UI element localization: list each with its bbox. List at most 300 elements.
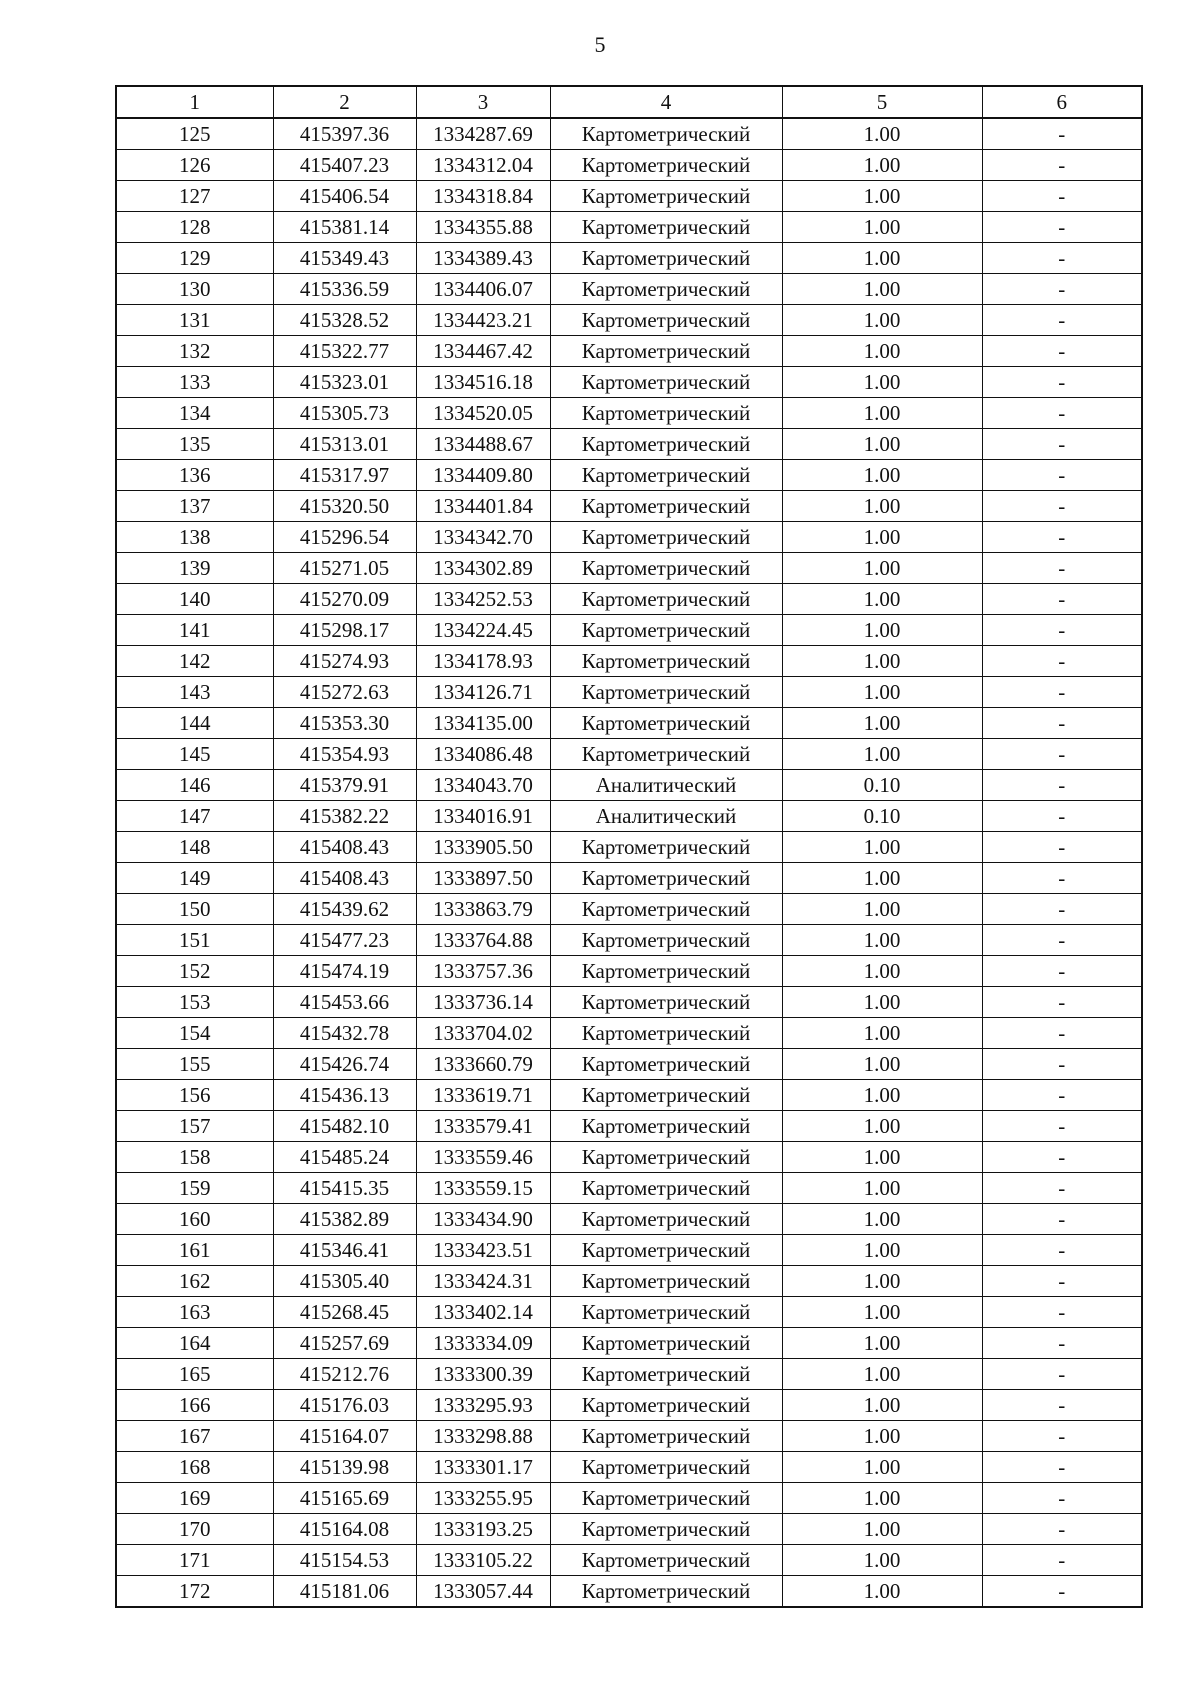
point-number-cell: 147 [116,801,273,832]
accuracy-cell: 1.00 [782,956,982,987]
header-cell: 4 [550,86,782,118]
method-cell: Картометрический [550,584,782,615]
x-coordinate-cell: 415408.43 [273,863,416,894]
accuracy-cell: 1.00 [782,118,982,150]
accuracy-cell: 1.00 [782,522,982,553]
point-number-cell: 170 [116,1514,273,1545]
table-row [116,1359,1142,1390]
page-number: 5 [594,32,606,57]
table-row [116,894,1142,925]
x-coordinate-cell: 415272.63 [273,677,416,708]
method-cell: Картометрический [550,739,782,770]
note-cell: - [982,1080,1142,1111]
note-cell: - [982,708,1142,739]
x-coordinate-cell: 415164.07 [273,1421,416,1452]
table-row [116,615,1142,646]
table-header [116,86,1142,118]
y-coordinate-cell: 1333057.44 [416,1576,550,1608]
note-cell: - [982,1576,1142,1608]
accuracy-cell: 1.00 [782,274,982,305]
note-cell: - [982,1018,1142,1049]
y-coordinate-cell: 1334312.04 [416,150,550,181]
accuracy-cell: 1.00 [782,1204,982,1235]
note-cell: - [982,925,1142,956]
y-coordinate-cell: 1333255.95 [416,1483,550,1514]
note-cell: - [982,367,1142,398]
x-coordinate-cell: 415407.23 [273,150,416,181]
header-cell: 3 [416,86,550,118]
y-coordinate-cell: 1333764.88 [416,925,550,956]
accuracy-cell: 1.00 [782,367,982,398]
accuracy-cell: 1.00 [782,1328,982,1359]
x-coordinate-cell: 415317.97 [273,460,416,491]
table-row [116,1111,1142,1142]
method-cell: Картометрический [550,1204,782,1235]
point-number-cell: 156 [116,1080,273,1111]
accuracy-cell: 1.00 [782,925,982,956]
method-cell: Картометрический [550,1266,782,1297]
x-coordinate-cell: 415212.76 [273,1359,416,1390]
accuracy-cell: 1.00 [782,1421,982,1452]
note-cell: - [982,274,1142,305]
x-coordinate-cell: 415313.01 [273,429,416,460]
point-number-cell: 137 [116,491,273,522]
y-coordinate-cell: 1334355.88 [416,212,550,243]
method-cell: Картометрический [550,1142,782,1173]
x-coordinate-cell: 415382.89 [273,1204,416,1235]
note-cell: - [982,801,1142,832]
accuracy-cell: 1.00 [782,1142,982,1173]
table-row [116,801,1142,832]
y-coordinate-cell: 1334126.71 [416,677,550,708]
table-row [116,305,1142,336]
accuracy-cell: 0.10 [782,801,982,832]
x-coordinate-cell: 415439.62 [273,894,416,925]
table-row [116,677,1142,708]
note-cell: - [982,181,1142,212]
note-cell: - [982,1204,1142,1235]
x-coordinate-cell: 415382.22 [273,801,416,832]
table-body [116,118,1142,1607]
accuracy-cell: 1.00 [782,708,982,739]
y-coordinate-cell: 1334520.05 [416,398,550,429]
method-cell: Картометрический [550,243,782,274]
table-row [116,336,1142,367]
method-cell: Картометрический [550,491,782,522]
method-cell: Картометрический [550,212,782,243]
method-cell: Картометрический [550,274,782,305]
note-cell: - [982,1173,1142,1204]
y-coordinate-cell: 1334086.48 [416,739,550,770]
x-coordinate-cell: 415323.01 [273,367,416,398]
point-number-cell: 148 [116,832,273,863]
point-number-cell: 140 [116,584,273,615]
method-cell: Картометрический [550,1049,782,1080]
header-row [116,86,1142,118]
table-row [116,553,1142,584]
table-row [116,1204,1142,1235]
point-number-cell: 155 [116,1049,273,1080]
y-coordinate-cell: 1333579.41 [416,1111,550,1142]
y-coordinate-cell: 1333559.46 [416,1142,550,1173]
accuracy-cell: 1.00 [782,212,982,243]
method-cell: Картометрический [550,708,782,739]
table-row [116,1545,1142,1576]
accuracy-cell: 1.00 [782,1576,982,1608]
method-cell: Картометрический [550,305,782,336]
x-coordinate-cell: 415165.69 [273,1483,416,1514]
point-number-cell: 139 [116,553,273,584]
y-coordinate-cell: 1334224.45 [416,615,550,646]
x-coordinate-cell: 415432.78 [273,1018,416,1049]
point-number-cell: 169 [116,1483,273,1514]
table-row [116,1452,1142,1483]
point-number-cell: 145 [116,739,273,770]
table-row [116,832,1142,863]
method-cell: Картометрический [550,1452,782,1483]
point-number-cell: 125 [116,118,273,150]
note-cell: - [982,305,1142,336]
table-row [116,739,1142,770]
x-coordinate-cell: 415305.40 [273,1266,416,1297]
point-number-cell: 168 [116,1452,273,1483]
table-row [116,1576,1142,1608]
note-cell: - [982,677,1142,708]
x-coordinate-cell: 415346.41 [273,1235,416,1266]
method-cell: Картометрический [550,646,782,677]
x-coordinate-cell: 415322.77 [273,336,416,367]
method-cell: Картометрический [550,336,782,367]
note-cell: - [982,832,1142,863]
x-coordinate-cell: 415354.93 [273,739,416,770]
table-row [116,925,1142,956]
table-row [116,491,1142,522]
point-number-cell: 160 [116,1204,273,1235]
point-number-cell: 158 [116,1142,273,1173]
note-cell: - [982,1111,1142,1142]
x-coordinate-cell: 415320.50 [273,491,416,522]
point-number-cell: 166 [116,1390,273,1421]
x-coordinate-cell: 415408.43 [273,832,416,863]
method-cell: Картометрический [550,1483,782,1514]
method-cell: Картометрический [550,1173,782,1204]
note-cell: - [982,243,1142,274]
x-coordinate-cell: 415176.03 [273,1390,416,1421]
x-coordinate-cell: 415181.06 [273,1576,416,1608]
note-cell: - [982,1452,1142,1483]
y-coordinate-cell: 1333434.90 [416,1204,550,1235]
point-number-cell: 153 [116,987,273,1018]
table-row [116,646,1142,677]
accuracy-cell: 1.00 [782,398,982,429]
x-coordinate-cell: 415336.59 [273,274,416,305]
point-number-cell: 167 [116,1421,273,1452]
header-cell: 5 [782,86,982,118]
y-coordinate-cell: 1333905.50 [416,832,550,863]
note-cell: - [982,1545,1142,1576]
method-cell: Картометрический [550,429,782,460]
accuracy-cell: 1.00 [782,1235,982,1266]
note-cell: - [982,1266,1142,1297]
point-number-cell: 151 [116,925,273,956]
accuracy-cell: 1.00 [782,646,982,677]
point-number-cell: 132 [116,336,273,367]
accuracy-cell: 1.00 [782,987,982,1018]
note-cell: - [982,460,1142,491]
table-row [116,1266,1142,1297]
note-cell: - [982,1297,1142,1328]
y-coordinate-cell: 1334342.70 [416,522,550,553]
y-coordinate-cell: 1334423.21 [416,305,550,336]
accuracy-cell: 1.00 [782,584,982,615]
method-cell: Картометрический [550,677,782,708]
y-coordinate-cell: 1333660.79 [416,1049,550,1080]
x-coordinate-cell: 415379.91 [273,770,416,801]
table-row [116,1297,1142,1328]
accuracy-cell: 1.00 [782,1514,982,1545]
point-number-cell: 150 [116,894,273,925]
method-cell: Картометрический [550,522,782,553]
note-cell: - [982,1483,1142,1514]
note-cell: - [982,336,1142,367]
accuracy-cell: 1.00 [782,181,982,212]
y-coordinate-cell: 1333295.93 [416,1390,550,1421]
y-coordinate-cell: 1334516.18 [416,367,550,398]
table-row [116,584,1142,615]
accuracy-cell: 1.00 [782,1049,982,1080]
table-row [116,150,1142,181]
note-cell: - [982,1049,1142,1080]
y-coordinate-cell: 1334287.69 [416,118,550,150]
x-coordinate-cell: 415328.52 [273,305,416,336]
table-row [116,1421,1142,1452]
header-cell: 6 [982,86,1142,118]
method-cell: Картометрический [550,1390,782,1421]
table-row [116,1018,1142,1049]
point-number-cell: 127 [116,181,273,212]
y-coordinate-cell: 1334252.53 [416,584,550,615]
point-number-cell: 138 [116,522,273,553]
y-coordinate-cell: 1334178.93 [416,646,550,677]
x-coordinate-cell: 415298.17 [273,615,416,646]
table-row [116,708,1142,739]
method-cell: Аналитический [550,770,782,801]
x-coordinate-cell: 415257.69 [273,1328,416,1359]
y-coordinate-cell: 1334389.43 [416,243,550,274]
table-row [116,1142,1142,1173]
point-number-cell: 162 [116,1266,273,1297]
method-cell: Картометрический [550,1297,782,1328]
x-coordinate-cell: 415274.93 [273,646,416,677]
point-number-cell: 146 [116,770,273,801]
note-cell: - [982,584,1142,615]
point-number-cell: 135 [116,429,273,460]
y-coordinate-cell: 1333105.22 [416,1545,550,1576]
accuracy-cell: 1.00 [782,863,982,894]
method-cell: Картометрический [550,118,782,150]
y-coordinate-cell: 1333334.09 [416,1328,550,1359]
accuracy-cell: 1.00 [782,1080,982,1111]
point-number-cell: 154 [116,1018,273,1049]
header-cell: 1 [116,86,273,118]
y-coordinate-cell: 1333301.17 [416,1452,550,1483]
y-coordinate-cell: 1334135.00 [416,708,550,739]
method-cell: Картометрический [550,181,782,212]
note-cell: - [982,1390,1142,1421]
point-number-cell: 161 [116,1235,273,1266]
note-cell: - [982,615,1142,646]
note-cell: - [982,956,1142,987]
point-number-cell: 165 [116,1359,273,1390]
y-coordinate-cell: 1334043.70 [416,770,550,801]
table-row [116,1080,1142,1111]
method-cell: Картометрический [550,553,782,584]
y-coordinate-cell: 1334409.80 [416,460,550,491]
accuracy-cell: 0.10 [782,770,982,801]
table-row [116,367,1142,398]
y-coordinate-cell: 1334318.84 [416,181,550,212]
method-cell: Картометрический [550,1080,782,1111]
point-number-cell: 142 [116,646,273,677]
method-cell: Картометрический [550,460,782,491]
method-cell: Картометрический [550,615,782,646]
y-coordinate-cell: 1333300.39 [416,1359,550,1390]
note-cell: - [982,150,1142,181]
point-number-cell: 131 [116,305,273,336]
note-cell: - [982,739,1142,770]
table-row [116,1235,1142,1266]
x-coordinate-cell: 415381.14 [273,212,416,243]
method-cell: Картометрический [550,1545,782,1576]
method-cell: Картометрический [550,894,782,925]
method-cell: Картометрический [550,863,782,894]
table-row [116,863,1142,894]
note-cell: - [982,894,1142,925]
note-cell: - [982,770,1142,801]
y-coordinate-cell: 1334488.67 [416,429,550,460]
accuracy-cell: 1.00 [782,1359,982,1390]
note-cell: - [982,118,1142,150]
note-cell: - [982,863,1142,894]
accuracy-cell: 1.00 [782,1545,982,1576]
x-coordinate-cell: 415474.19 [273,956,416,987]
y-coordinate-cell: 1333559.15 [416,1173,550,1204]
table-row [116,1328,1142,1359]
point-number-cell: 141 [116,615,273,646]
method-cell: Картометрический [550,1359,782,1390]
table-row [116,1049,1142,1080]
y-coordinate-cell: 1333424.31 [416,1266,550,1297]
accuracy-cell: 1.00 [782,553,982,584]
table-row [116,460,1142,491]
method-cell: Картометрический [550,1235,782,1266]
method-cell: Картометрический [550,150,782,181]
point-number-cell: 130 [116,274,273,305]
table-row [116,398,1142,429]
accuracy-cell: 1.00 [782,150,982,181]
note-cell: - [982,429,1142,460]
note-cell: - [982,398,1142,429]
accuracy-cell: 1.00 [782,1297,982,1328]
note-cell: - [982,1142,1142,1173]
method-cell: Картометрический [550,956,782,987]
table-row [116,1390,1142,1421]
note-cell: - [982,491,1142,522]
note-cell: - [982,553,1142,584]
y-coordinate-cell: 1334467.42 [416,336,550,367]
accuracy-cell: 1.00 [782,1018,982,1049]
header-cell: 2 [273,86,416,118]
method-cell: Аналитический [550,801,782,832]
table-row [116,1173,1142,1204]
accuracy-cell: 1.00 [782,894,982,925]
x-coordinate-cell: 415426.74 [273,1049,416,1080]
accuracy-cell: 1.00 [782,832,982,863]
point-number-cell: 128 [116,212,273,243]
accuracy-cell: 1.00 [782,615,982,646]
point-number-cell: 157 [116,1111,273,1142]
table-row [116,1514,1142,1545]
y-coordinate-cell: 1333298.88 [416,1421,550,1452]
x-coordinate-cell: 415305.73 [273,398,416,429]
table-row [116,522,1142,553]
point-number-cell: 129 [116,243,273,274]
note-cell: - [982,1421,1142,1452]
x-coordinate-cell: 415271.05 [273,553,416,584]
method-cell: Картометрический [550,1328,782,1359]
note-cell: - [982,1359,1142,1390]
method-cell: Картометрический [550,1421,782,1452]
method-cell: Картометрический [550,925,782,956]
table-row [116,1483,1142,1514]
method-cell: Картометрический [550,987,782,1018]
table-row [116,243,1142,274]
x-coordinate-cell: 415436.13 [273,1080,416,1111]
table-row [116,118,1142,150]
note-cell: - [982,1514,1142,1545]
note-cell: - [982,1235,1142,1266]
y-coordinate-cell: 1334406.07 [416,274,550,305]
note-cell: - [982,522,1142,553]
point-number-cell: 172 [116,1576,273,1608]
y-coordinate-cell: 1334302.89 [416,553,550,584]
accuracy-cell: 1.00 [782,491,982,522]
x-coordinate-cell: 415453.66 [273,987,416,1018]
point-number-cell: 133 [116,367,273,398]
point-number-cell: 144 [116,708,273,739]
x-coordinate-cell: 415268.45 [273,1297,416,1328]
table-row [116,274,1142,305]
accuracy-cell: 1.00 [782,1111,982,1142]
x-coordinate-cell: 415397.36 [273,118,416,150]
table-row [116,181,1142,212]
x-coordinate-cell: 415415.35 [273,1173,416,1204]
point-number-cell: 164 [116,1328,273,1359]
x-coordinate-cell: 415406.54 [273,181,416,212]
point-number-cell: 152 [116,956,273,987]
table-row [116,212,1142,243]
accuracy-cell: 1.00 [782,1390,982,1421]
y-coordinate-cell: 1333863.79 [416,894,550,925]
y-coordinate-cell: 1333402.14 [416,1297,550,1328]
x-coordinate-cell: 415353.30 [273,708,416,739]
accuracy-cell: 1.00 [782,1483,982,1514]
accuracy-cell: 1.00 [782,429,982,460]
y-coordinate-cell: 1334016.91 [416,801,550,832]
y-coordinate-cell: 1333757.36 [416,956,550,987]
method-cell: Картометрический [550,1018,782,1049]
x-coordinate-cell: 415485.24 [273,1142,416,1173]
